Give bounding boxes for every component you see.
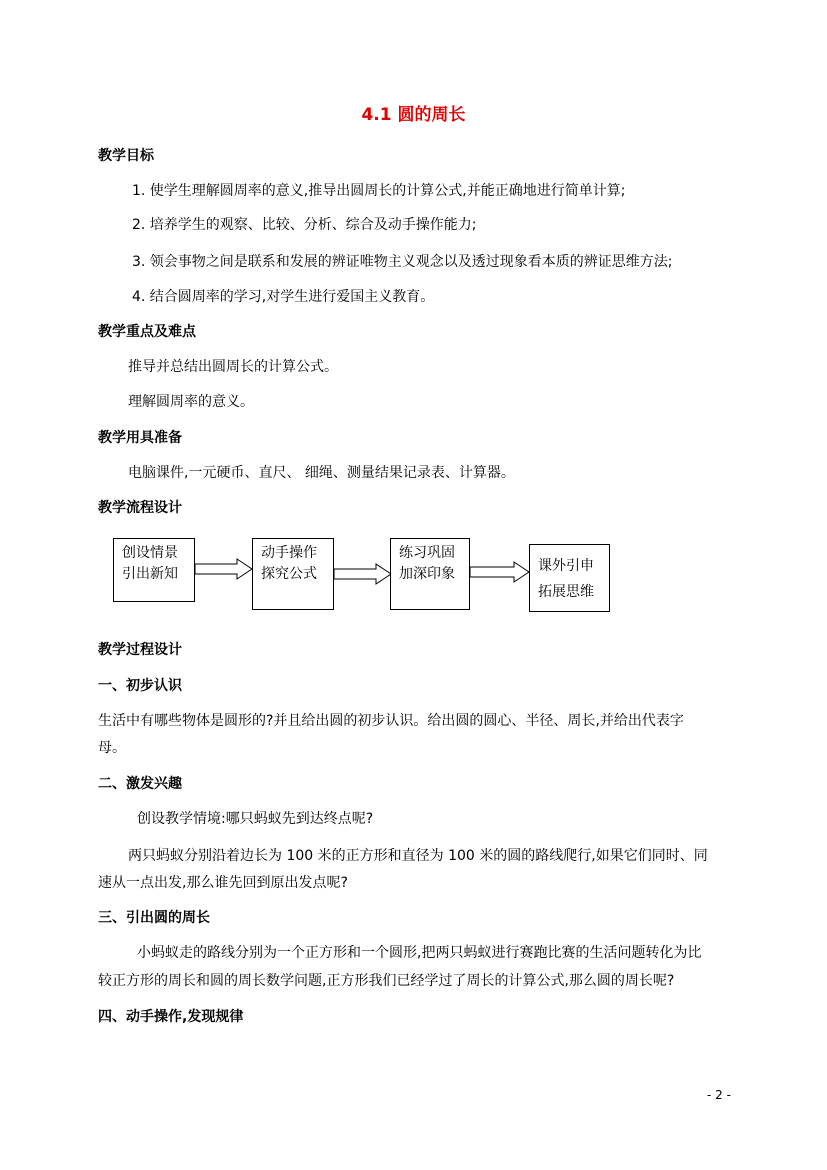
flow-box-2-line1: 动手操作 — [261, 545, 317, 561]
goal-item-4: 4. 结合圆周率的学习,对学生进行爱国主义教育。 — [132, 289, 435, 305]
flow-box-2-line2: 探究公式 — [261, 566, 317, 582]
goal-item-2: 2. 培养学生的观察、比较、分析、综合及动手操作能力; — [132, 217, 477, 233]
part2-heading: 二、激发兴趣 — [98, 776, 182, 792]
part2-line-2: 速从一点出发,那么谁先回到原出发点呢? — [98, 875, 348, 891]
part1-line-2: 母。 — [98, 740, 126, 756]
goal-item-3: 3. 领会事物之间是联系和发展的辨证唯物主义观念以及透过现象看本质的辨证思维方法; — [132, 254, 673, 270]
key-heading: 教学重点及难点 — [98, 324, 196, 340]
flow-arrow-1 — [195, 558, 253, 580]
flow-box-3-line1: 练习巩固 — [399, 545, 455, 561]
flow-box-3-line2: 加深印象 — [399, 566, 455, 582]
flow-arrow-3 — [470, 561, 530, 583]
flow-box-4-line2: 拓展思维 — [538, 584, 594, 600]
part2-line-1: 两只蚂蚁分别沿着边长为 100 米的正方形和直径为 100 米的圆的路线爬行,如果它们同时、同 — [128, 848, 708, 864]
tools-text: 电脑课件,一元硬币、直尺、 细绳、测量结果记录表、计算器。 — [128, 465, 515, 481]
flow-box-1 — [113, 538, 195, 602]
flow-box-3 — [390, 538, 470, 610]
part3-heading: 三、引出圆的周长 — [98, 910, 210, 926]
goals-heading: 教学目标 — [98, 148, 154, 164]
process-heading: 教学过程设计 — [98, 642, 182, 658]
page-number: - 2 - — [707, 1088, 731, 1102]
part4-heading: 四、动手操作,发现规律 — [98, 1009, 244, 1025]
part2-intro: 创设教学情境:哪只蚂蚁先到达终点呢? — [137, 811, 374, 827]
flow-heading: 教学流程设计 — [98, 500, 182, 516]
part1-line-1: 生活中有哪些物体是圆形的?并且给出圆的初步认识。给出圆的圆心、半径、周长,并给出代表字 — [98, 713, 684, 729]
flow-arrow-2 — [334, 563, 392, 585]
part1-heading: 一、初步认识 — [98, 678, 182, 694]
page-title: 4.1 圆的周长 — [361, 105, 466, 125]
flow-box-2 — [252, 538, 334, 610]
flow-box-1-line1: 创设情景 — [122, 545, 178, 561]
flow-box-1-line2: 引出新知 — [122, 566, 178, 582]
part3-line-2: 较正方形的周长和圆的周长数学问题,正方形我们已经学过了周长的计算公式,那么圆的周长呢? — [98, 973, 675, 989]
flow-box-4-line1: 课外引申 — [538, 558, 594, 574]
goal-item-1: 1. 使学生理解圆周率的意义,推导出圆周长的计算公式,并能正确地进行简单计算; — [132, 183, 626, 199]
key-point-2: 理解圆周率的意义。 — [128, 394, 254, 410]
part3-line-1: 小蚂蚁走的路线分别为一个正方形和一个圆形,把两只蚂蚁进行赛跑比赛的生活问题转化为比 — [137, 945, 702, 961]
tools-heading: 教学用具准备 — [98, 430, 182, 446]
key-point-1: 推导并总结出圆周长的计算公式。 — [128, 359, 338, 375]
flow-box-4 — [529, 544, 610, 612]
